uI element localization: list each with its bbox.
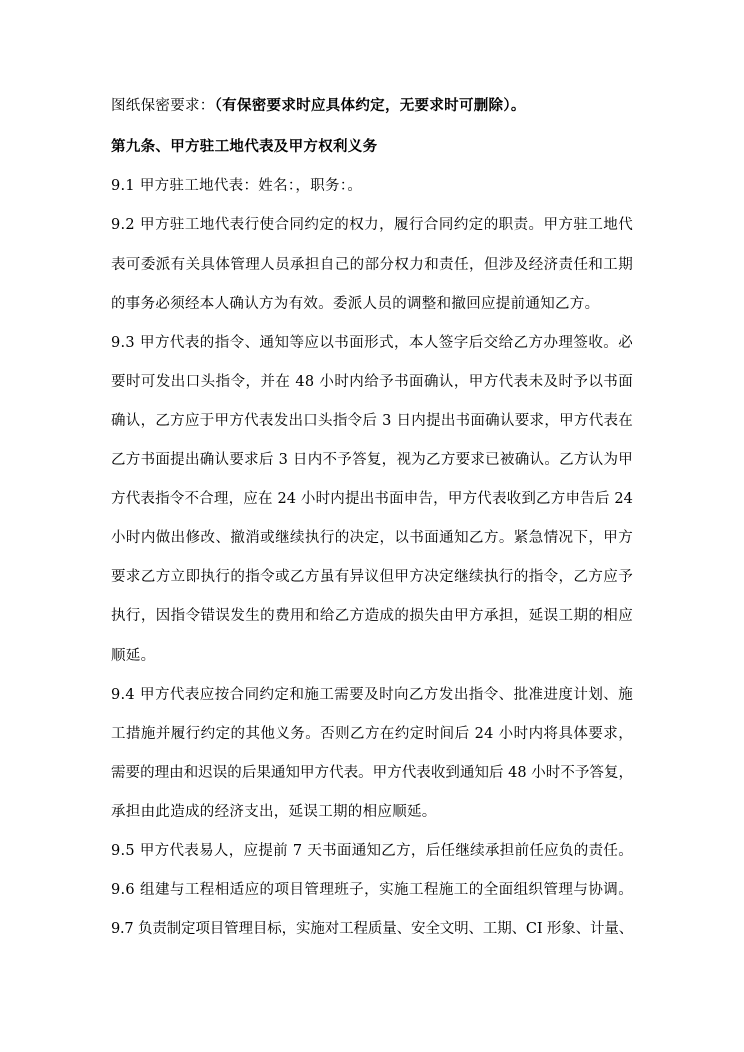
drawing-secrecy-note: （有保密要求时应具体约定，无要求时可删除）。 <box>214 97 526 114</box>
text-line: 要求乙方立即执行的指令或乙方虽有异议但甲方决定继续执行的指令，乙方应予 <box>111 569 633 585</box>
text-line: 顺延。 <box>111 648 156 664</box>
text-line: 的事务必须经本人确认方为有效。委派人员的调整和撤回应提前通知乙方。 <box>111 296 600 312</box>
text-line: 乙方书面提出确认要求后 3 日内不予答复，视为乙方要求已被确认。乙方认为甲 <box>111 452 633 468</box>
text-line: 9.2 甲方驻工地代表行使合同约定的权力，履行合同约定的职责。甲方驻工地代 <box>111 217 633 233</box>
text-line: 9.1 甲方驻工地代表：姓名：，职务：。 <box>111 178 363 194</box>
text-line: 承担由此造成的经济支出，延误工期的相应顺延。 <box>111 804 437 820</box>
text-line: 9.7 负责制定项目管理目标，实施对工程质量、安全文明、工期、CI 形象、计量、 <box>111 921 633 937</box>
article-heading: 第九条、甲方驻工地代表及甲方权利义务 <box>111 138 378 155</box>
text-line: 执行，因指令错误发生的费用和给乙方造成的损失由甲方承担，延误工期的相应 <box>111 608 633 624</box>
drawing-secrecy-label: 图纸保密要求： <box>111 98 215 114</box>
text-line: 9.4 甲方代表应按合同约定和施工需要及时向乙方发出指令、批准进度计划、施 <box>111 687 633 703</box>
text-line: 9.5 甲方代表易人，应提前 7 天书面通知乙方，后任继续承担前任应负的责任。 <box>111 843 633 859</box>
text-line: 9.6 组建与工程相适应的项目管理班子，实施工程施工的全面组织管理与协调。 <box>111 882 633 898</box>
text-line: 表可委派有关具体管理人员承担自己的部分权力和责任，但涉及经济责任和工期 <box>111 257 633 273</box>
drawing-secrecy-line <box>111 96 526 116</box>
text-line: 9.3 甲方代表的指令、通知等应以书面形式，本人签字后交给乙方办理签收。必 <box>111 335 633 351</box>
text-line: 需要的理由和迟误的后果通知甲方代表。甲方代表收到通知后 48 小时不予答复， <box>111 765 633 781</box>
text-line: 确认，乙方应于甲方代表发出口头指令后 3 日内提出书面确认要求，甲方代表在 <box>111 413 633 429</box>
text-line: 小时内做出修改、撤消或继续执行的决定，以书面通知乙方。紧急情况下，甲方 <box>111 530 633 546</box>
text-line: 要时可发出口头指令，并在 48 小时内给予书面确认，甲方代表未及时予以书面 <box>111 374 633 390</box>
text-line: 方代表指令不合理，应在 24 小时内提出书面申告，甲方代表收到乙方申告后 24 <box>111 491 633 507</box>
text-line: 工措施并履行约定的其他义务。否则乙方在约定时间后 24 小时内将具体要求， <box>111 726 633 742</box>
